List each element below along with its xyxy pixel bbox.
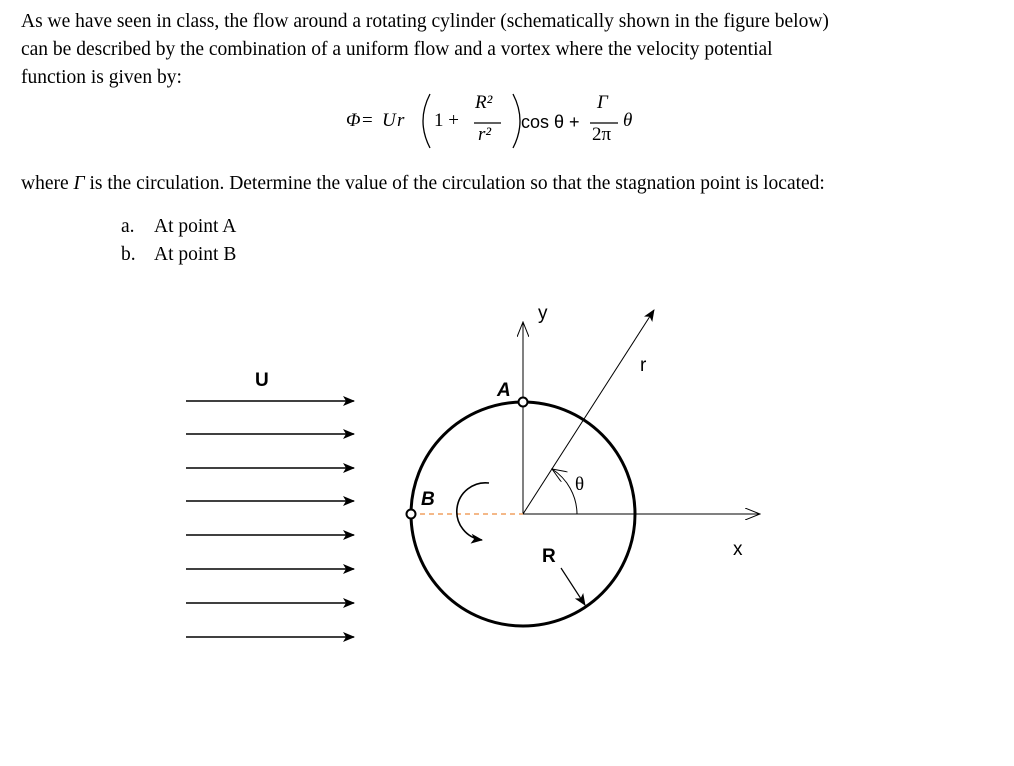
equation-U: U xyxy=(382,110,396,131)
equation-theta: θ xyxy=(623,110,633,131)
question-marker-a: a. xyxy=(121,216,135,237)
theta-arc xyxy=(552,469,577,514)
point-A-marker xyxy=(519,398,528,407)
label-U: U xyxy=(255,370,269,391)
label-R: R xyxy=(542,546,556,567)
radius-R-line xyxy=(561,568,585,605)
point-B-marker xyxy=(407,510,416,519)
prompt-gamma: Γ xyxy=(73,173,85,194)
equation-phi: Φ xyxy=(346,110,361,131)
equation-R-squared: R² xyxy=(475,92,493,113)
rotation-arrow xyxy=(457,483,489,540)
label-A: A xyxy=(497,380,511,401)
r-line xyxy=(523,310,654,514)
label-B: B xyxy=(421,489,435,510)
label-r: r xyxy=(640,355,647,376)
label-theta: θ xyxy=(575,474,585,495)
question-text-b: At point B xyxy=(154,244,237,265)
equation-2pi: 2π xyxy=(592,124,612,145)
intro-line-2: can be described by the combination of a uniform flow and a vortex where the velocity potential xyxy=(21,39,773,60)
equation-cos-theta: cos θ + xyxy=(521,112,580,132)
intro-line-1: As we have seen in class, the flow around a rotating cylinder (schematically shown in the figure below) xyxy=(21,11,829,32)
equation-one-plus: 1 + xyxy=(434,110,459,131)
prompt-after: is the circulation. Determine the value of the circulation so that the stagnation point is located: xyxy=(84,173,825,194)
label-y: y xyxy=(538,303,548,324)
equation-r-squared: r² xyxy=(478,124,492,145)
equation-gamma: Γ xyxy=(597,92,608,113)
equation-equals: = xyxy=(362,110,373,131)
question-marker-b: b. xyxy=(121,244,136,265)
question-text-a: At point A xyxy=(154,216,237,237)
uniform-flow-arrows xyxy=(186,401,354,637)
equation-r: r xyxy=(397,110,405,131)
prompt-before: where xyxy=(21,173,74,194)
intro-line-3: function is given by: xyxy=(21,67,182,88)
label-x: x xyxy=(733,539,743,560)
